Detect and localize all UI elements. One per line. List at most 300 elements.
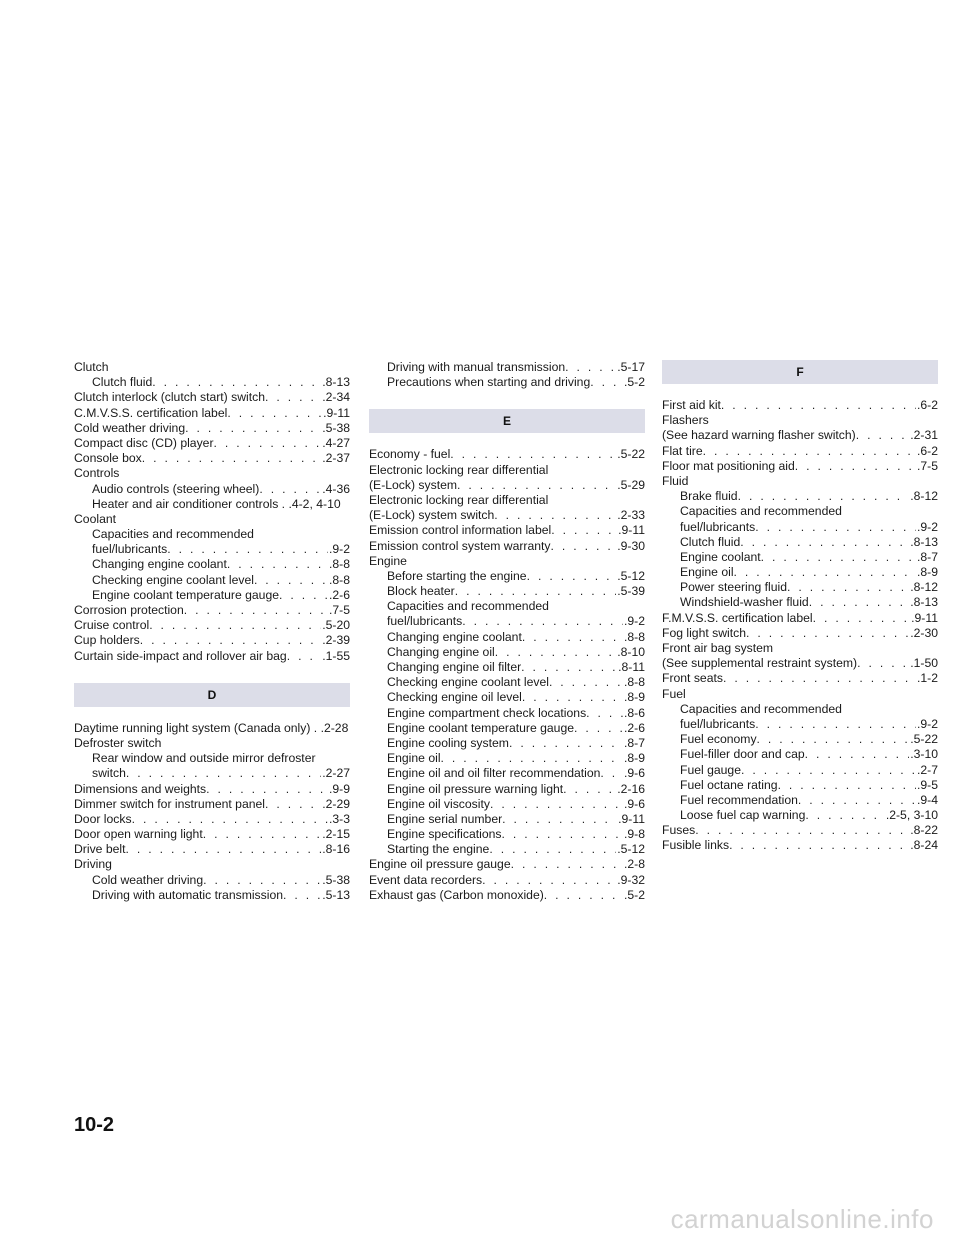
dot-leader bbox=[857, 656, 909, 671]
entry-page-ref: .9-11 bbox=[618, 523, 645, 538]
index-subentry bbox=[74, 588, 350, 603]
entry-label: Changing engine oil bbox=[387, 644, 495, 659]
entry-page-ref: .8-6 bbox=[623, 705, 645, 720]
dot-leader bbox=[755, 520, 916, 535]
entry-label: Starting the engine bbox=[387, 842, 490, 857]
index-entry bbox=[369, 493, 645, 508]
entry-page-ref: .9-2 bbox=[916, 716, 938, 731]
entry-label: Cold weather driving bbox=[92, 872, 204, 887]
page-number: 10-2 bbox=[74, 1114, 115, 1136]
index-entry bbox=[74, 782, 350, 797]
entry-label: Engine oil pressure gauge bbox=[369, 857, 511, 872]
dot-leader bbox=[265, 797, 321, 812]
entry-page-ref: .5-2 bbox=[623, 375, 645, 390]
dot-leader bbox=[214, 436, 322, 451]
entry-page-ref: .1-50 bbox=[910, 656, 938, 671]
index-subentry bbox=[74, 573, 350, 588]
entry-page-ref: .1-55 bbox=[322, 648, 350, 663]
dot-leader bbox=[495, 645, 616, 660]
entry-label: Changing engine oil filter bbox=[387, 660, 522, 674]
entry-label: Door open warning light bbox=[74, 827, 203, 842]
entry-label: Electronic locking rear differential bbox=[369, 492, 549, 507]
entry-label: (E-Lock) system switch bbox=[369, 508, 495, 523]
index-subentry bbox=[74, 527, 350, 542]
entry-label: Engine specifications bbox=[387, 827, 502, 842]
dot-leader bbox=[734, 565, 916, 580]
entry-label: Capacities and recommended bbox=[680, 504, 842, 519]
dot-leader bbox=[509, 736, 623, 751]
index-subentry bbox=[369, 375, 645, 390]
entry-page-ref: .8-13 bbox=[322, 375, 350, 390]
index-entry bbox=[74, 360, 350, 375]
index-subentry bbox=[369, 827, 645, 842]
index-subentry bbox=[74, 873, 350, 888]
entry-label: Cup holders bbox=[74, 633, 140, 648]
dot-leader bbox=[565, 360, 616, 375]
entry-label: Block heater bbox=[387, 584, 455, 599]
index-entry bbox=[662, 823, 938, 838]
dot-leader bbox=[511, 857, 623, 872]
index-entry bbox=[662, 626, 938, 641]
dot-leader bbox=[227, 557, 328, 572]
index-entry bbox=[662, 838, 938, 853]
entry-label: Front air bag system bbox=[662, 641, 774, 655]
entry-label: Fuel-filler door and cap bbox=[680, 747, 805, 762]
index-subentry bbox=[369, 675, 645, 690]
index-subentry bbox=[662, 793, 938, 808]
index-subentry bbox=[369, 706, 645, 721]
dot-leader bbox=[741, 763, 916, 778]
dot-leader bbox=[489, 842, 616, 857]
dot-leader bbox=[738, 489, 910, 504]
dot-leader bbox=[795, 459, 916, 474]
index-column-1 bbox=[74, 360, 350, 903]
dot-leader bbox=[521, 660, 617, 675]
entry-label: Changing engine coolant bbox=[387, 629, 522, 644]
dot-leader bbox=[149, 618, 321, 633]
entry-label: Floor mat positioning aid bbox=[662, 458, 795, 473]
index-subentry bbox=[369, 751, 645, 766]
dot-leader bbox=[494, 508, 616, 523]
dot-leader bbox=[125, 842, 321, 857]
entry-label: fuel/lubricants bbox=[680, 716, 756, 731]
entry-page-ref: .2-30 bbox=[910, 625, 938, 640]
entry-page-ref: .2-29 bbox=[322, 796, 350, 811]
index-entry bbox=[74, 736, 350, 751]
entry-page-ref: .2-33 bbox=[617, 508, 645, 523]
entry-page-ref: .9-2 bbox=[916, 519, 938, 534]
index-subentry bbox=[662, 808, 938, 823]
index-subentry bbox=[662, 747, 938, 762]
dot-leader bbox=[203, 827, 321, 842]
dot-leader bbox=[787, 580, 909, 595]
index-entry bbox=[369, 478, 645, 493]
index-entry bbox=[662, 641, 938, 656]
index-entry bbox=[74, 390, 350, 405]
entry-page-ref: .5-13 bbox=[322, 887, 350, 902]
entry-page-ref: .8-12 bbox=[910, 489, 938, 504]
entry-label: Event data recorders bbox=[369, 872, 483, 887]
entry-label: F.M.V.S.S. certification label bbox=[662, 610, 813, 625]
index-entry bbox=[74, 421, 350, 436]
index-subentry bbox=[369, 630, 645, 645]
entry-label: (See supplemental restraint system) bbox=[662, 656, 858, 671]
entry-page-ref: .2-6 bbox=[623, 720, 645, 735]
entry-label: Cold weather driving bbox=[74, 420, 186, 435]
entry-label: Clutch fluid bbox=[92, 375, 153, 390]
entry-page-ref: .4-27 bbox=[322, 435, 350, 450]
entry-label: Engine cooling system bbox=[387, 735, 509, 750]
dot-leader bbox=[527, 569, 617, 584]
index-subentry bbox=[74, 375, 350, 390]
dot-leader bbox=[279, 588, 328, 603]
entry-label: Fog light switch bbox=[662, 625, 746, 640]
entry-page-ref: .9-9 bbox=[328, 781, 350, 796]
entry-label: switch bbox=[92, 766, 126, 781]
entry-page-ref: .9-4 bbox=[916, 792, 938, 807]
section-header-f: F bbox=[662, 360, 938, 384]
index-subentry bbox=[369, 721, 645, 736]
index-entry bbox=[74, 857, 350, 872]
entry-label: Engine oil and oil filter recommendation bbox=[387, 766, 601, 781]
index-entry bbox=[74, 618, 350, 633]
index-subentry bbox=[369, 797, 645, 812]
entry-page-ref: .5-2 bbox=[623, 887, 645, 902]
dot-leader bbox=[227, 406, 322, 421]
entry-label: Engine oil viscosity bbox=[387, 796, 490, 811]
dot-leader bbox=[590, 375, 623, 390]
entry-page-ref: .8-9 bbox=[623, 690, 645, 705]
entry-page-ref: .5-12 bbox=[617, 568, 645, 583]
entry-page-ref: .8-13 bbox=[910, 595, 938, 610]
entry-label: Drive belt bbox=[74, 842, 126, 857]
entry-label: (E-Lock) system bbox=[369, 477, 458, 492]
entry-label: Console box bbox=[74, 451, 142, 466]
entry-label: Engine bbox=[369, 553, 407, 568]
entry-page-ref: .8-24 bbox=[910, 838, 938, 853]
dot-leader bbox=[502, 827, 623, 842]
dot-leader bbox=[757, 732, 910, 747]
entry-page-ref: .2-39 bbox=[322, 633, 350, 648]
index-entry bbox=[369, 888, 645, 903]
dot-leader bbox=[551, 539, 617, 554]
entry-page-ref: .9-6 bbox=[623, 766, 645, 781]
dot-leader bbox=[441, 751, 623, 766]
dot-leader bbox=[254, 573, 328, 588]
dot-leader bbox=[761, 550, 916, 565]
entry-page-ref: .3-10 bbox=[910, 747, 938, 762]
dot-leader bbox=[522, 630, 623, 645]
index-entry bbox=[74, 603, 350, 618]
dot-leader bbox=[457, 478, 616, 493]
entry-label: Engine oil bbox=[680, 565, 734, 580]
entry-label: Windshield-washer fluid bbox=[680, 595, 809, 610]
index-subentry bbox=[74, 751, 350, 766]
entry-page-ref: .8-7 bbox=[916, 549, 938, 564]
dot-leader bbox=[695, 823, 909, 838]
entry-label: fuel/lubricants bbox=[92, 542, 168, 557]
index-subentry bbox=[369, 660, 645, 675]
index-entry bbox=[74, 406, 350, 421]
entry-label: Flashers bbox=[662, 413, 709, 428]
index-subentry bbox=[662, 520, 938, 535]
entry-page-ref: .8-8 bbox=[623, 629, 645, 644]
entry-label: Electronic locking rear differential bbox=[369, 462, 549, 477]
entry-label: Loose fuel cap warning bbox=[680, 808, 806, 823]
entry-label: Curtain side-impact and rollover air bag bbox=[74, 648, 287, 663]
index-subentry bbox=[74, 557, 350, 572]
index-subentry bbox=[662, 702, 938, 717]
entry-page-ref: .2-31 bbox=[910, 428, 938, 443]
dot-leader bbox=[265, 390, 321, 405]
entry-label: Front seats bbox=[662, 671, 723, 686]
entry-label: Engine serial number bbox=[387, 811, 503, 826]
dot-leader bbox=[805, 747, 910, 762]
entry-label: Emission control system warranty bbox=[369, 538, 551, 553]
index-subentry bbox=[662, 580, 938, 595]
index-entry bbox=[369, 463, 645, 478]
index-column-2 bbox=[369, 360, 645, 903]
entry-label: Fusible links bbox=[662, 838, 730, 853]
index-subentry bbox=[369, 812, 645, 827]
entry-page-ref: .6-2 bbox=[916, 443, 938, 458]
index-subentry bbox=[662, 550, 938, 565]
entry-label: Fuel octane rating bbox=[680, 777, 778, 792]
index-subentry bbox=[369, 614, 645, 629]
dot-leader bbox=[140, 633, 322, 648]
index-entry bbox=[74, 649, 350, 664]
dot-leader bbox=[126, 766, 321, 781]
index-subentry bbox=[662, 504, 938, 519]
entry-page-ref: .6-2 bbox=[916, 398, 938, 412]
entry-label: First aid kit bbox=[662, 398, 721, 412]
entry-page-ref: .5-17 bbox=[617, 360, 645, 374]
index-subentry bbox=[369, 584, 645, 599]
index-entry bbox=[662, 413, 938, 428]
index-subentry bbox=[369, 782, 645, 797]
index-entry bbox=[74, 436, 350, 451]
index-entry bbox=[369, 554, 645, 569]
entry-label: Driving with automatic transmission bbox=[92, 887, 284, 902]
dot-leader bbox=[132, 812, 328, 827]
entry-page-ref: .8-22 bbox=[910, 823, 938, 838]
entry-label: Power steering fluid bbox=[680, 580, 788, 595]
entry-label: Door locks bbox=[74, 811, 132, 826]
dot-leader bbox=[185, 421, 321, 436]
index-column-3 bbox=[662, 360, 938, 854]
dot-leader bbox=[586, 706, 623, 721]
entry-label: Dimensions and weights bbox=[74, 781, 207, 796]
entry-page-ref: .9-11 bbox=[911, 610, 938, 625]
index-entry bbox=[74, 512, 350, 527]
entry-page-ref: .9-30 bbox=[617, 538, 645, 553]
entry-page-ref: .2-16 bbox=[617, 781, 645, 796]
dot-leader bbox=[259, 482, 321, 497]
entry-page-ref: .9-5 bbox=[916, 777, 938, 792]
entry-page-ref: .5-22 bbox=[617, 447, 645, 462]
entry-label: Fuel recommendation bbox=[680, 792, 798, 807]
entry-label: Coolant bbox=[74, 511, 117, 526]
index-subentry bbox=[369, 690, 645, 705]
index-entry bbox=[369, 447, 645, 462]
entry-label: Engine compartment check locations bbox=[387, 705, 587, 720]
index-entry bbox=[74, 812, 350, 827]
entry-label: Engine coolant temperature gauge bbox=[92, 587, 280, 602]
dot-leader bbox=[203, 873, 321, 888]
dot-leader bbox=[856, 428, 909, 443]
dot-leader bbox=[287, 649, 322, 664]
dot-leader bbox=[729, 838, 909, 853]
entry-page-ref: .7-5 bbox=[916, 458, 938, 473]
entry-label: Capacities and recommended bbox=[92, 527, 254, 542]
dot-leader bbox=[574, 721, 623, 736]
index-subentry bbox=[369, 736, 645, 751]
entry-label: Engine coolant temperature gauge bbox=[387, 720, 575, 735]
entry-label: fuel/lubricants bbox=[680, 519, 756, 534]
index-entry bbox=[74, 842, 350, 857]
entry-label: Dimmer switch for instrument panel bbox=[74, 796, 265, 811]
dot-leader bbox=[813, 611, 911, 626]
index-entry bbox=[662, 656, 938, 671]
entry-label: Daytime running light system (Canada only) . .2-28 bbox=[74, 720, 349, 735]
index-entry bbox=[662, 611, 938, 626]
dot-leader bbox=[551, 523, 617, 538]
index-entry bbox=[662, 398, 938, 413]
index-entry bbox=[369, 873, 645, 888]
entry-label: Compact disc (CD) player bbox=[74, 435, 214, 450]
entry-label: Changing engine coolant bbox=[92, 557, 227, 572]
index-subentry bbox=[369, 599, 645, 614]
dot-leader bbox=[142, 451, 321, 466]
entry-page-ref: .8-10 bbox=[617, 644, 645, 659]
entry-page-ref: .3-3 bbox=[328, 811, 350, 826]
entry-label: Before starting the engine bbox=[387, 568, 527, 583]
dot-leader bbox=[450, 447, 616, 462]
entry-label: Fuel gauge bbox=[680, 762, 741, 777]
watermark: carmanualsonline.info bbox=[670, 1204, 934, 1234]
entry-label: Corrosion protection bbox=[74, 603, 184, 617]
index-subentry bbox=[369, 842, 645, 857]
entry-label: Fuel economy bbox=[680, 732, 757, 747]
dot-leader bbox=[746, 626, 909, 641]
entry-page-ref: .5-38 bbox=[322, 872, 350, 887]
entry-page-ref: .8-12 bbox=[910, 580, 938, 595]
index-entry bbox=[369, 523, 645, 538]
dot-leader bbox=[283, 888, 321, 903]
entry-page-ref: .2-27 bbox=[322, 766, 350, 781]
index-entry bbox=[74, 721, 350, 736]
entry-page-ref: .2-34 bbox=[322, 390, 350, 405]
entry-label: Checking engine oil level bbox=[387, 690, 522, 705]
index-entry bbox=[369, 857, 645, 872]
entry-label: Engine oil bbox=[387, 751, 441, 766]
index-entry bbox=[74, 466, 350, 481]
dot-leader bbox=[809, 595, 910, 610]
index-entry bbox=[74, 633, 350, 648]
entry-page-ref: .8-13 bbox=[910, 534, 938, 549]
entry-label: Audio controls (steering wheel) bbox=[92, 481, 260, 496]
index-entry bbox=[74, 827, 350, 842]
entry-page-ref: .5-39 bbox=[617, 584, 645, 599]
entry-label: Engine coolant bbox=[680, 549, 761, 564]
entry-page-ref: .5-38 bbox=[322, 420, 350, 435]
section-header-d: D bbox=[74, 683, 350, 707]
index-subentry bbox=[74, 888, 350, 903]
dot-leader bbox=[462, 614, 623, 629]
dot-leader bbox=[490, 797, 623, 812]
index-subentry bbox=[74, 542, 350, 557]
dot-leader bbox=[600, 766, 623, 781]
entry-label: Precautions when starting and driving bbox=[387, 375, 591, 390]
index-subentry bbox=[74, 766, 350, 781]
entry-page-ref: .8-9 bbox=[916, 565, 938, 580]
entry-label: Checking engine coolant level bbox=[387, 675, 549, 690]
index-entry bbox=[369, 539, 645, 554]
entry-page-ref: .5-29 bbox=[617, 477, 645, 492]
index-subentry bbox=[662, 717, 938, 732]
entry-page-ref: .8-7 bbox=[623, 735, 645, 750]
entry-page-ref: .4-36 bbox=[322, 481, 350, 496]
entry-page-ref: .9-6 bbox=[623, 796, 645, 811]
entry-label: Driving bbox=[74, 857, 112, 872]
index-subentry bbox=[369, 645, 645, 660]
entry-label: Defroster switch bbox=[74, 735, 162, 750]
entry-page-ref: .1-2 bbox=[916, 671, 938, 686]
entry-label: Exhaust gas (Carbon monoxide) bbox=[369, 887, 544, 902]
entry-label: Brake fluid bbox=[680, 489, 738, 504]
entry-label: Economy - fuel bbox=[369, 447, 451, 462]
index-subentry bbox=[369, 766, 645, 781]
index-subentry bbox=[369, 569, 645, 584]
entry-label: Rear window and outside mirror defroster bbox=[92, 751, 316, 766]
entry-label: Capacities and recommended bbox=[680, 701, 842, 716]
index-entry bbox=[369, 508, 645, 523]
dot-leader bbox=[184, 603, 328, 618]
entry-page-ref: .8-9 bbox=[623, 751, 645, 766]
entry-page-ref: .2-6 bbox=[328, 587, 350, 602]
entry-label: Emission control information label bbox=[369, 523, 552, 538]
entry-label: Engine oil pressure warning light bbox=[387, 781, 564, 796]
entry-page-ref: .9-11 bbox=[618, 811, 645, 826]
entry-page-ref: .2-15 bbox=[322, 827, 350, 842]
entry-label: fuel/lubricants bbox=[387, 614, 463, 629]
index-subentry bbox=[662, 565, 938, 580]
entry-label: Flat tire bbox=[662, 443, 703, 458]
dot-leader bbox=[703, 444, 916, 459]
entry-label: C.M.V.S.S. certification label bbox=[74, 405, 228, 420]
entry-page-ref: .2-5, 3-10 bbox=[885, 808, 938, 823]
index-entry bbox=[662, 459, 938, 474]
dot-leader bbox=[455, 584, 616, 599]
index-entry bbox=[662, 474, 938, 489]
dot-leader bbox=[502, 812, 617, 827]
dot-leader bbox=[152, 375, 321, 390]
index-subentry bbox=[662, 595, 938, 610]
entry-page-ref: .9-8 bbox=[623, 827, 645, 842]
entry-label: Fuel bbox=[662, 686, 686, 701]
entry-label: (See hazard warning flasher switch) bbox=[662, 428, 856, 443]
entry-page-ref: .8-8 bbox=[328, 572, 350, 587]
entry-page-ref: .2-7 bbox=[916, 762, 938, 777]
dot-leader bbox=[721, 398, 916, 413]
entry-page-ref: .9-32 bbox=[617, 872, 645, 887]
entry-label: Driving with manual transmission bbox=[387, 360, 566, 374]
entry-label: Fluid bbox=[662, 473, 689, 488]
dot-leader bbox=[206, 782, 328, 797]
dot-leader bbox=[544, 888, 623, 903]
entry-page-ref: .7-5 bbox=[328, 603, 350, 617]
index-entry bbox=[662, 428, 938, 443]
